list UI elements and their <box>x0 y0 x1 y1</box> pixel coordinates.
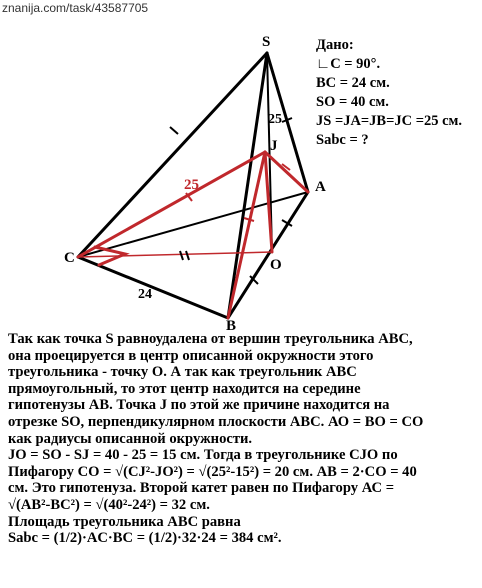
solution-line: Пифагору CO = √(CJ²-JO²) = √(25²-15²) = 20 см. АВ = 2·СО = 40 <box>8 463 417 480</box>
source-watermark: znanija.com/task/43587705 <box>2 1 149 15</box>
edge-SC <box>78 53 267 257</box>
edge-CB <box>78 257 228 318</box>
segment-JC <box>78 152 265 257</box>
length-CJ: 25 <box>184 177 199 193</box>
label-S: S <box>262 34 271 50</box>
solution-line: √(AB²-BC²) = √(40²-24²) = 32 см. <box>8 496 210 513</box>
solution-line: как радиусы описанной окружности. <box>8 430 253 447</box>
label-O: O <box>270 257 282 273</box>
given-line: BC = 24 см. <box>316 75 390 91</box>
segment-JB <box>228 152 265 318</box>
tick-SC <box>170 127 178 134</box>
solution-line: она проецируется в центр описанной окружности этого <box>8 347 374 364</box>
solution-line: треугольника - точку О. А так как треугольник АВС <box>8 364 357 381</box>
given-line: Sabc = ? <box>316 132 369 148</box>
given-line: ∟C = 90°. <box>316 56 381 72</box>
solution-line: гипотенузы АВ. Точка J по этой же причине находится на <box>8 397 390 414</box>
solution-text <box>8 331 476 547</box>
given-title: Дано: <box>316 37 354 53</box>
given-block <box>316 36 462 150</box>
solution-line: Так как точка S равноудалена от вершин треугольника ABC, <box>8 331 413 347</box>
solution-line: см. Это гипотенуза. Второй катет равен по Пифагору АС = <box>8 480 395 497</box>
edge-SB <box>228 53 267 318</box>
solution-line: Sabc = (1/2)·AC·BC = (1/2)·32·24 = 384 см². <box>8 530 282 547</box>
length-CB: 24 <box>138 287 152 302</box>
label-C: C <box>64 250 75 266</box>
solution-line: Площадь треугольника АВС равна <box>8 513 241 530</box>
given-line: SO = 40 см. <box>316 94 389 110</box>
solution-line: прямоугольный, то этот центр находится на середине <box>8 380 361 397</box>
label-J: J <box>270 138 278 154</box>
given-line: JS =JA=JB=JC =25 см. <box>316 113 463 129</box>
length-JS: 25 <box>268 112 282 127</box>
tick-CO-1 <box>180 251 183 260</box>
tick-CO-2 <box>186 251 189 260</box>
solution-line: JO = SO - SJ = 40 - 25 = 15 см. Тогда в треугольнике CJO по <box>8 447 398 464</box>
label-A: A <box>315 179 326 195</box>
solution-line: отрезке SO, перпендикулярном плоскости АВС. АО = ВО = СО <box>8 413 424 430</box>
label-B: B <box>226 318 237 330</box>
